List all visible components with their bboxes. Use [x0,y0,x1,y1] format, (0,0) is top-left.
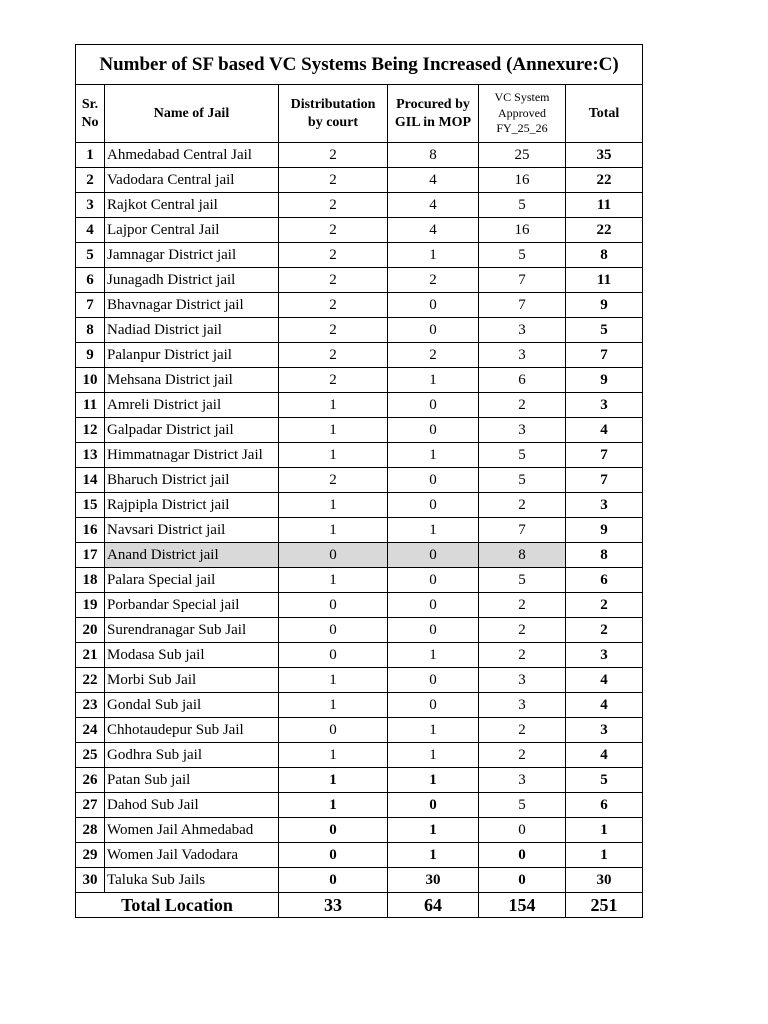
table-row [76,818,643,843]
row-approved: 5 [479,243,566,268]
row-procured: 0 [388,618,479,643]
row-jail-name: Bharuch District jail [105,468,279,493]
row-sr-no: 5 [76,243,105,268]
row-sr-no: 10 [76,368,105,393]
total-procured: 64 [388,893,479,918]
row-distribution: 0 [279,843,388,868]
row-total: 22 [566,218,643,243]
row-sr-no: 4 [76,218,105,243]
row-jail-name: Morbi Sub Jail [105,668,279,693]
row-distribution: 0 [279,818,388,843]
table-row [76,593,643,618]
row-total: 2 [566,618,643,643]
header-total: Total [566,85,643,143]
row-sr-no: 14 [76,468,105,493]
row-distribution: 1 [279,668,388,693]
row-total: 1 [566,818,643,843]
row-procured: 8 [388,143,479,168]
table-row [76,518,643,543]
table-row [76,868,643,893]
row-sr-no: 11 [76,393,105,418]
row-sr-no: 17 [76,543,105,568]
row-sr-no: 16 [76,518,105,543]
row-approved: 2 [479,718,566,743]
row-sr-no: 2 [76,168,105,193]
row-total: 5 [566,318,643,343]
row-procured: 1 [388,768,479,793]
table-row [76,143,643,168]
row-procured: 0 [388,493,479,518]
total-label: Total Location [76,893,279,918]
row-sr-no: 29 [76,843,105,868]
row-sr-no: 23 [76,693,105,718]
row-approved: 0 [479,818,566,843]
row-jail-name: Women Jail Vadodara [105,843,279,868]
row-procured: 1 [388,368,479,393]
row-approved: 2 [479,643,566,668]
row-jail-name: Chhotaudepur Sub Jail [105,718,279,743]
row-distribution: 2 [279,168,388,193]
row-approved: 3 [479,768,566,793]
row-jail-name: Women Jail Ahmedabad [105,818,279,843]
row-procured: 0 [388,318,479,343]
row-procured: 2 [388,268,479,293]
row-procured: 0 [388,393,479,418]
row-approved: 8 [479,543,566,568]
row-sr-no: 12 [76,418,105,443]
table-row [76,168,643,193]
row-total: 1 [566,843,643,868]
row-total: 30 [566,868,643,893]
row-distribution: 1 [279,768,388,793]
table-row [76,468,643,493]
row-jail-name: Godhra Sub jail [105,743,279,768]
row-distribution: 2 [279,193,388,218]
row-distribution: 2 [279,343,388,368]
row-jail-name: Bhavnagar District jail [105,293,279,318]
row-total: 3 [566,393,643,418]
row-distribution: 1 [279,693,388,718]
row-approved: 3 [479,668,566,693]
row-total: 9 [566,368,643,393]
header-sr-no: Sr. No [76,85,105,143]
row-total: 35 [566,143,643,168]
row-jail-name: Palanpur District jail [105,343,279,368]
row-approved: 2 [479,743,566,768]
row-procured: 0 [388,468,479,493]
header-distribution: Distributation by court [279,85,388,143]
row-procured: 1 [388,743,479,768]
row-jail-name: Modasa Sub jail [105,643,279,668]
row-jail-name: Galpadar District jail [105,418,279,443]
row-procured: 2 [388,343,479,368]
row-distribution: 0 [279,543,388,568]
row-sr-no: 13 [76,443,105,468]
row-total: 22 [566,168,643,193]
row-sr-no: 18 [76,568,105,593]
row-distribution: 2 [279,143,388,168]
row-approved: 7 [479,293,566,318]
row-procured: 30 [388,868,479,893]
row-distribution: 1 [279,393,388,418]
row-distribution: 2 [279,368,388,393]
row-approved: 7 [479,518,566,543]
row-approved: 2 [479,618,566,643]
row-sr-no: 9 [76,343,105,368]
table-row [76,793,643,818]
row-approved: 3 [479,418,566,443]
row-procured: 1 [388,818,479,843]
row-approved: 16 [479,168,566,193]
row-sr-no: 24 [76,718,105,743]
row-total: 3 [566,718,643,743]
table-title: Number of SF based VC Systems Being Increased (Annexure:C) [76,45,643,85]
row-approved: 2 [479,493,566,518]
row-sr-no: 27 [76,793,105,818]
table-row [76,668,643,693]
table-row [76,318,643,343]
total-approved: 154 [479,893,566,918]
row-approved: 3 [479,343,566,368]
row-procured: 1 [388,843,479,868]
annexure-table [75,44,643,918]
header-procured: Procured by GIL in MOP [388,85,479,143]
row-approved: 2 [479,593,566,618]
row-procured: 1 [388,643,479,668]
row-approved: 16 [479,218,566,243]
row-sr-no: 15 [76,493,105,518]
table-row [76,543,643,568]
row-approved: 5 [479,443,566,468]
row-jail-name: Ahmedabad Central Jail [105,143,279,168]
row-approved: 5 [479,468,566,493]
table-row [76,293,643,318]
row-total: 6 [566,793,643,818]
row-procured: 0 [388,793,479,818]
row-jail-name: Nadiad District jail [105,318,279,343]
row-jail-name: Rajpipla District jail [105,493,279,518]
table-row [76,393,643,418]
row-sr-no: 7 [76,293,105,318]
row-jail-name: Rajkot Central jail [105,193,279,218]
table-row [76,418,643,443]
row-distribution: 2 [279,318,388,343]
row-approved: 3 [479,318,566,343]
table-row [76,643,643,668]
table-row [76,843,643,868]
table-row [76,618,643,643]
table-row [76,243,643,268]
row-distribution: 0 [279,618,388,643]
row-procured: 0 [388,543,479,568]
header-approved: VC System Approved FY_25_26 [479,85,566,143]
row-approved: 25 [479,143,566,168]
row-distribution: 0 [279,643,388,668]
row-jail-name: Anand District jail [105,543,279,568]
row-distribution: 1 [279,793,388,818]
row-procured: 4 [388,168,479,193]
table-row [76,743,643,768]
total-distribution: 33 [279,893,388,918]
row-total: 4 [566,668,643,693]
row-total: 4 [566,743,643,768]
row-procured: 0 [388,418,479,443]
row-procured: 0 [388,668,479,693]
row-procured: 0 [388,293,479,318]
row-approved: 3 [479,693,566,718]
row-total: 9 [566,518,643,543]
row-jail-name: Patan Sub jail [105,768,279,793]
row-distribution: 2 [279,243,388,268]
row-total: 8 [566,243,643,268]
row-sr-no: 21 [76,643,105,668]
row-jail-name: Taluka Sub Jails [105,868,279,893]
table-row [76,218,643,243]
row-distribution: 1 [279,568,388,593]
row-sr-no: 26 [76,768,105,793]
table-row [76,443,643,468]
table-row [76,493,643,518]
table-row [76,718,643,743]
row-total: 3 [566,493,643,518]
row-sr-no: 20 [76,618,105,643]
row-approved: 6 [479,368,566,393]
row-procured: 0 [388,568,479,593]
row-total: 3 [566,643,643,668]
table-row [76,193,643,218]
row-procured: 0 [388,693,479,718]
row-total: 6 [566,568,643,593]
row-jail-name: Palara Special jail [105,568,279,593]
row-distribution: 1 [279,443,388,468]
table-row [76,768,643,793]
row-total: 2 [566,593,643,618]
table-row [76,343,643,368]
row-jail-name: Jamnagar District jail [105,243,279,268]
grand-total: 251 [566,893,643,918]
row-distribution: 2 [279,468,388,493]
total-row [76,893,643,918]
row-total: 4 [566,693,643,718]
row-jail-name: Himmatnagar District Jail [105,443,279,468]
row-jail-name: Mehsana District jail [105,368,279,393]
row-approved: 2 [479,393,566,418]
row-sr-no: 30 [76,868,105,893]
row-jail-name: Junagadh District jail [105,268,279,293]
row-distribution: 0 [279,718,388,743]
row-approved: 5 [479,193,566,218]
row-procured: 0 [388,593,479,618]
row-distribution: 1 [279,518,388,543]
row-procured: 1 [388,243,479,268]
row-sr-no: 25 [76,743,105,768]
row-sr-no: 22 [76,668,105,693]
table-row [76,693,643,718]
row-jail-name: Vadodara Central jail [105,168,279,193]
row-distribution: 1 [279,418,388,443]
row-jail-name: Navsari District jail [105,518,279,543]
row-distribution: 0 [279,868,388,893]
row-total: 11 [566,268,643,293]
row-distribution: 2 [279,293,388,318]
row-total: 8 [566,543,643,568]
table-row [76,368,643,393]
row-jail-name: Lajpor Central Jail [105,218,279,243]
row-sr-no: 6 [76,268,105,293]
row-approved: 5 [479,793,566,818]
row-procured: 1 [388,518,479,543]
row-sr-no: 1 [76,143,105,168]
table-row [76,268,643,293]
row-distribution: 1 [279,493,388,518]
row-jail-name: Porbandar Special jail [105,593,279,618]
row-approved: 5 [479,568,566,593]
row-jail-name: Amreli District jail [105,393,279,418]
row-sr-no: 19 [76,593,105,618]
row-sr-no: 8 [76,318,105,343]
row-total: 9 [566,293,643,318]
row-distribution: 2 [279,218,388,243]
row-distribution: 0 [279,593,388,618]
row-procured: 1 [388,443,479,468]
row-distribution: 2 [279,268,388,293]
row-total: 5 [566,768,643,793]
row-total: 7 [566,443,643,468]
row-jail-name: Surendranagar Sub Jail [105,618,279,643]
row-approved: 7 [479,268,566,293]
row-jail-name: Gondal Sub jail [105,693,279,718]
header-name-of-jail: Name of Jail [105,85,279,143]
row-distribution: 1 [279,743,388,768]
row-total: 11 [566,193,643,218]
row-procured: 4 [388,218,479,243]
row-sr-no: 3 [76,193,105,218]
row-total: 7 [566,343,643,368]
row-jail-name: Dahod Sub Jail [105,793,279,818]
row-procured: 1 [388,718,479,743]
row-total: 7 [566,468,643,493]
row-approved: 0 [479,843,566,868]
row-total: 4 [566,418,643,443]
row-sr-no: 28 [76,818,105,843]
table-row [76,568,643,593]
row-approved: 0 [479,868,566,893]
row-procured: 4 [388,193,479,218]
